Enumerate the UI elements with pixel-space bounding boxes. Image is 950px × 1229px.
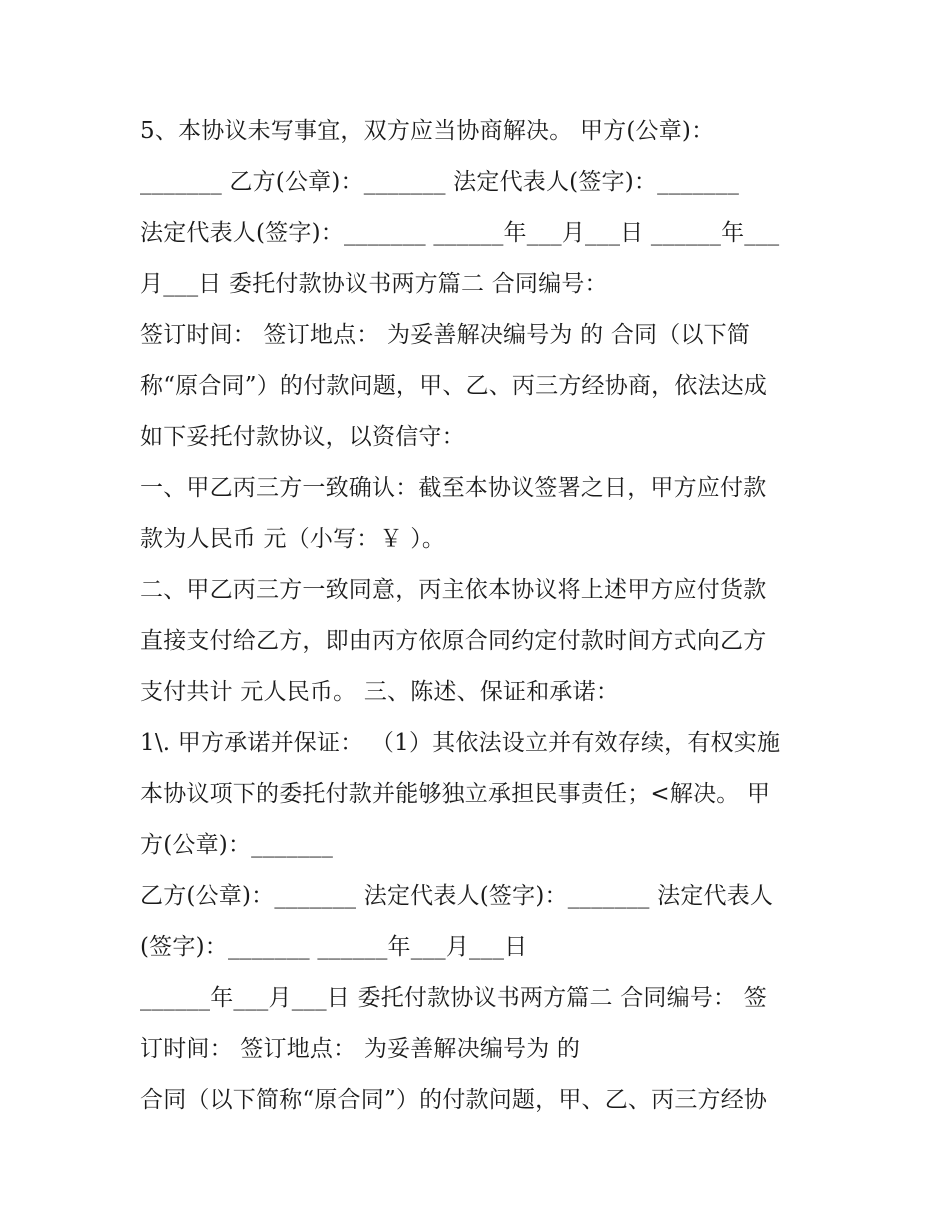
text-line: 订时间： 签订地点： 为妥善解决编号为 的 [140, 1036, 581, 1062]
text-line: 支付共计 元人民币。 三、陈述、保证和承诺： [140, 679, 620, 705]
text-line: 直接支付给乙方，即由丙方依原合同约定付款时间方式向乙方 [140, 628, 767, 654]
text-line: 合同（以下简称“原合同”）的付款问题，甲、乙、丙三方经协 [140, 1087, 768, 1113]
text-line: 1\. 甲方承诺并保证： （1）其依法设立并有效存续，有权实施 [140, 730, 781, 756]
text-line: (签字)：_______ ______年___月___日 [140, 934, 528, 960]
text-line: 本协议项下的委托付款并能够独立承担民事责任；<解决。 甲 [140, 781, 771, 807]
text-line: 乙方(公章)：_______ 法定代表人(签字)：_______ 法定代表人 [140, 883, 774, 909]
text-line: 方(公章)：_______ [140, 832, 334, 858]
text-line: 二、甲乙丙三方一致同意，丙主依本协议将上述甲方应付货款 [140, 577, 767, 603]
text-line: 月___日 委托付款协议书两方篇二 合同编号： [140, 271, 608, 297]
text-line: ______年___月___日 委托付款协议书两方篇二 合同编号： 签 [140, 985, 767, 1011]
document-body [140, 106, 820, 1126]
text-line: 法定代表人(签字)：_______ ______年___月___日 ______年___ [140, 220, 780, 246]
text-line: 一、甲乙丙三方一致确认：截至本协议签署之日，甲方应付款 [140, 475, 767, 501]
text-line: _______ 乙方(公章)：_______ 法定代表人(签字)：_______ [140, 169, 740, 195]
text-line: 签订时间： 签订地点： 为妥善解决编号为 的 合同（以下简 [140, 322, 751, 348]
text-line: 称“原合同”）的付款问题，甲、乙、丙三方经协商，依法达成 [140, 373, 768, 399]
text-line: 款为人民币 元（小写：￥ ）。 [140, 526, 446, 552]
text-line: 如下妥托付款协议，以资信守： [140, 424, 465, 450]
text-line: 5、本协议未写事宜，双方应当协商解决。 甲方(公章)： [140, 118, 715, 144]
